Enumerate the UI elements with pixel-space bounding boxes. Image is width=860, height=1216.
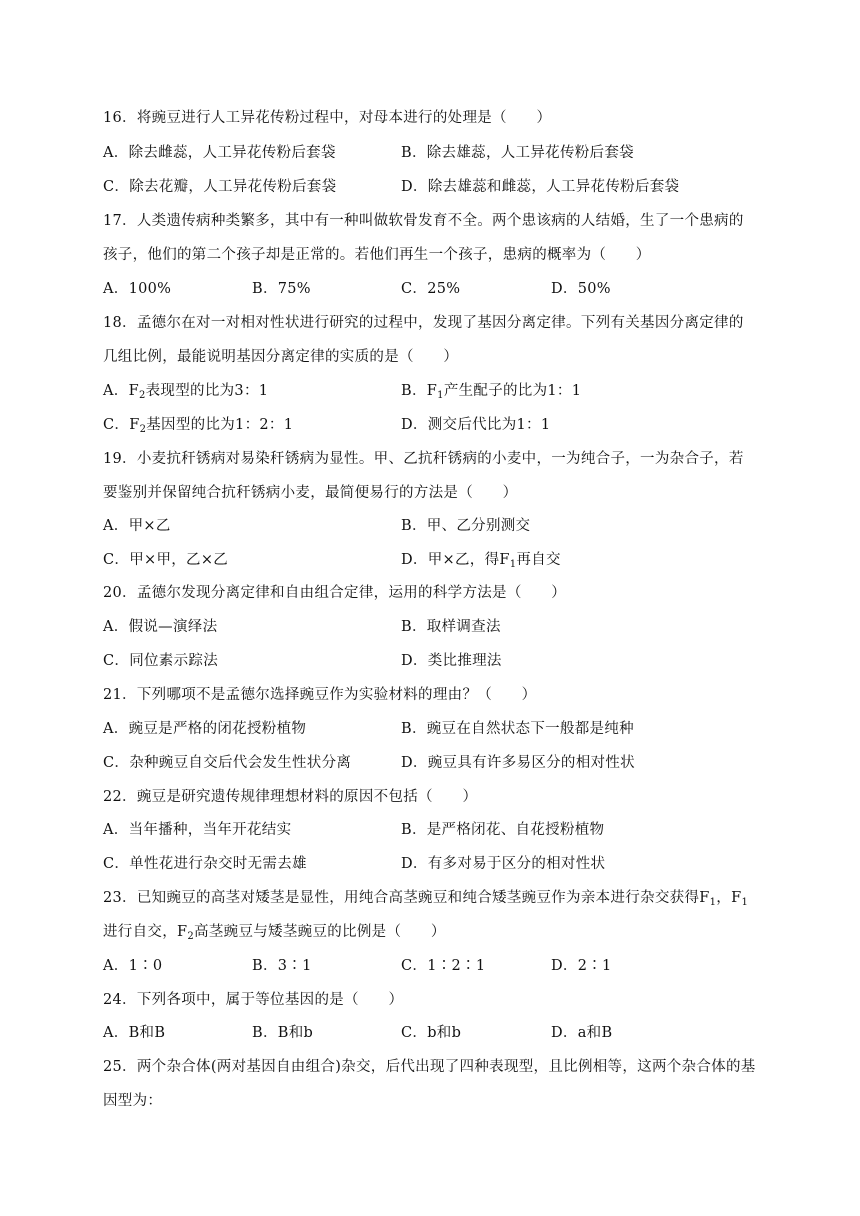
question-19-option-d: D．甲×乙，得$F_1$再自交 [401,552,561,570]
question-24-option-d: D．a和B [551,1025,613,1041]
question-20-option-b: B．取样调查法 [401,619,501,635]
question-25-stem-line-2: 因型为： [103,1093,163,1109]
question-18-stem-line-2: 几组比例，最能说明基因分离定律的实质的是（ ） [103,349,459,365]
question-20-stem: 20．孟德尔发现分离定律和自由组合定律，运用的科学方法是（ ） [103,585,567,601]
question-24-option-c: C．b和b [401,1025,462,1041]
question-23-option-a: A．1∶0 [103,958,163,974]
question-19-option-a: A．甲×乙 [103,518,171,534]
question-24-option-a: A．B和B [103,1025,166,1041]
question-21-option-a: A．豌豆是严格的闭花授粉植物 [103,721,307,737]
question-18-stem-line-1: 18．孟德尔在对一对相对性状进行研究的过程中，发现了基因分离定律。下列有关基因分离定律的 [103,315,744,331]
question-19-option-b: B．甲、乙分别测交 [401,518,531,534]
question-19-stem-line-2: 要鉴别并保留纯合抗秆锈病小麦，最简便易行的方法是（ ） [103,485,518,501]
question-20-option-c: C．同位素示踪法 [103,653,218,669]
question-16-option-c: C．除去花瓣，人工异花传粉后套袋 [103,179,337,195]
question-22-option-c: C．单性花进行杂交时无需去雄 [103,856,307,872]
question-23-option-d: D．2∶1 [551,958,612,974]
question-21-option-c: C．杂种豌豆自交后代会发生性状分离 [103,755,352,771]
question-19-stem-line-1: 19．小麦抗秆锈病对易染秆锈病为显性。甲、乙抗秆锈病的小麦中，一为纯合子，一为杂合子，若 [103,451,744,467]
question-22-stem: 22．豌豆是研究遗传规律理想材料的原因不包括（ ） [103,789,478,805]
question-21-option-d: D．豌豆具有许多易区分的相对性状 [401,755,635,771]
question-17-option-b: B．75% [252,281,311,297]
question-16-option-d: D．除去雄蕊和雌蕊，人工异花传粉后套袋 [401,179,680,195]
question-17-stem-line-2: 孩子，他们的第二个孩子却是正常的。若他们再生一个孩子，患病的概率为（ ） [103,247,651,263]
question-18-option-a: A．$F_2$表现型的比为3：1 [103,383,269,401]
question-17-stem-line-1: 17．人类遗传病种类繁多，其中有一种叫做软骨发育不全。两个患该病的人结婚，生了一个患病的 [103,213,744,229]
question-22-option-d: D．有多对易于区分的相对性状 [401,856,606,872]
question-18-option-d: D．测交后代比为1：1 [401,417,551,433]
question-17-option-a: A．100% [103,281,172,297]
question-22-option-a: A．当年播种，当年开花结实 [103,822,292,838]
question-21-option-b: B．豌豆在自然状态下一般都是纯种 [401,721,634,737]
question-16-option-b: B．除去雄蕊，人工异花传粉后套袋 [401,145,634,161]
question-19-option-c: C．甲×甲，乙×乙 [103,552,229,568]
question-23-option-b: B．3∶1 [252,958,312,974]
question-18-option-b: B．$F_1$产生配子的比为1：1 [401,383,582,401]
question-21-stem: 21．下列哪项不是孟德尔选择豌豆作为实验材料的理由？（ ） [103,687,537,703]
question-18-option-c: C．$F_2$基因型的比为1：2：1 [103,417,294,435]
question-16-option-a: A．除去雌蕊，人工异花传粉后套袋 [103,145,336,161]
question-24-stem: 24．下列各项中，属于等位基因的是（ ） [103,992,404,1008]
question-23-stem-line-2: 进行自交，$F_2$高茎豌豆与矮茎豌豆的比例是（ ） [103,924,446,942]
question-23-stem-line-1: 23．已知豌豆的高茎对矮茎是显性，用纯合高茎豌豆和纯合矮茎豌豆作为亲本进行杂交获得$F_1$，$F_1$ [103,890,749,908]
question-20-option-d: D．类比推理法 [401,653,502,669]
question-20-option-a: A．假说—演绎法 [103,619,218,635]
question-22-option-b: B．是严格闭花、自花授粉植物 [401,822,605,838]
question-25-stem-line-1: 25．两个杂合体(两对基因自由组合)杂交，后代出现了四种表现型，且比例相等，这两个杂合体的基 [103,1059,756,1075]
question-16-stem: 16．将豌豆进行人工异花传粉过程中，对母本进行的处理是（ ） [103,110,552,126]
question-17-option-d: D．50% [551,281,611,297]
question-17-option-c: C．25% [401,281,461,297]
question-23-option-c: C．1∶2∶1 [401,958,486,974]
question-24-option-b: B．B和b [252,1025,314,1041]
